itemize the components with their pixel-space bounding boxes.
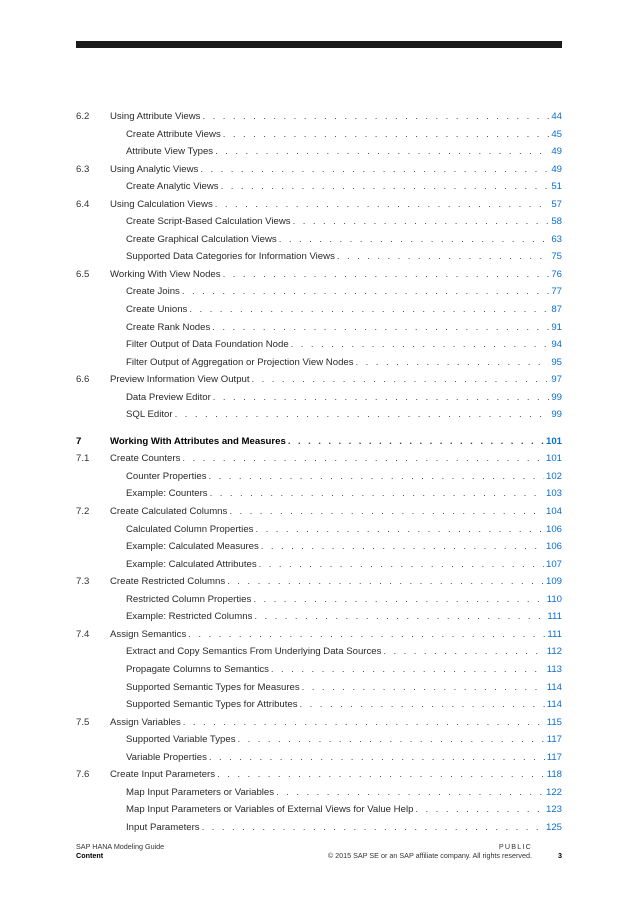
toc-line [110,161,562,179]
toc-number: 7.6 [76,769,90,781]
toc-page-link[interactable]: 117 [546,751,562,763]
toc-title[interactable]: SQL Editor [126,409,173,421]
toc-line [126,143,562,161]
toc-page-link[interactable]: 91 [551,321,562,333]
toc-title[interactable]: Supported Semantic Types for Attributes [126,699,298,711]
toc-line [110,714,562,732]
toc-leader-dots [217,766,545,784]
toc-leader-dots [227,573,544,591]
toc-leader-dots [223,266,550,284]
toc-title[interactable]: Supported Data Categories for Information Views [126,251,335,263]
toc-title[interactable]: Create Calculated Columns [110,506,228,518]
table-of-contents [76,108,562,836]
toc-leader-dots [209,749,545,767]
toc-leader-dots [288,433,544,451]
toc-leader-dots [302,679,545,697]
toc-line [126,468,562,486]
toc-title[interactable]: Create Counters [110,453,181,465]
toc-number: 7 [76,435,82,447]
toc-number: 6.5 [76,268,90,280]
toc-title[interactable]: Create Attribute Views [126,128,221,140]
toc-page-link[interactable]: 49 [551,163,562,175]
toc-title[interactable]: Create Unions [126,304,188,316]
toc-page-link[interactable]: 106 [545,541,562,553]
footer-doc-title: SAP HANA Modeling Guide [76,842,165,851]
toc-leader-dots [215,143,549,161]
toc-section-entry[interactable] [76,714,562,732]
toc-page-link[interactable]: 113 [546,663,562,675]
toc-title[interactable]: Example: Calculated Attributes [126,558,257,570]
toc-leader-dots [300,696,545,714]
toc-subsection-entry[interactable] [76,696,562,714]
toc-leader-dots [212,319,549,337]
toc-page-link[interactable]: 115 [546,716,562,728]
toc-leader-dots [291,336,550,354]
toc-title[interactable]: Example: Restricted Columns [126,611,253,623]
toc-title[interactable]: Filter Output of Aggregation or Projection View Nodes [126,356,354,368]
toc-section-entry[interactable] [76,161,562,179]
toc-line [126,319,562,337]
toc-line [110,450,562,468]
toc-page-link[interactable]: 99 [551,391,562,403]
toc-page-link[interactable]: 94 [551,339,562,351]
toc-page-link[interactable]: 57 [551,198,562,210]
toc-line [126,679,562,697]
toc-page-link[interactable]: 112 [546,646,562,658]
toc-line [126,178,562,196]
toc-title[interactable]: Attribute View Types [126,146,214,158]
toc-number: 6.3 [76,163,90,175]
toc-title[interactable]: Restricted Column Properties [126,593,252,605]
toc-title[interactable]: Input Parameters [126,821,200,833]
toc-title[interactable]: Working With View Nodes [110,268,221,280]
toc-section-entry[interactable] [76,766,562,784]
toc-line [110,371,562,389]
toc-line [126,521,562,539]
toc-line [126,696,562,714]
toc-title[interactable]: Counter Properties [126,470,207,482]
toc-section-entry[interactable] [76,266,562,284]
footer-classification: PUBLIC [498,842,532,851]
toc-line [126,749,562,767]
toc-line [110,573,562,591]
toc-subsection-entry[interactable] [76,784,562,802]
toc-title[interactable]: Preview Information View Output [110,374,250,386]
toc-title[interactable]: Map Input Parameters or Variables [126,786,275,798]
toc-subsection-entry[interactable] [76,468,562,486]
toc-leader-dots [337,248,549,266]
toc-page-link[interactable]: 109 [545,576,562,588]
toc-line [126,661,562,679]
toc-subsection-entry[interactable] [76,608,562,626]
toc-leader-dots [221,178,550,196]
toc-page-link[interactable]: 44 [551,111,562,122]
toc-section-entry[interactable] [76,108,562,126]
toc-page-link[interactable]: 104 [545,506,562,518]
toc-line [126,389,562,407]
toc-subsection-entry[interactable] [76,354,562,372]
toc-page-link[interactable]: 99 [551,409,562,421]
toc-page-link[interactable]: 97 [551,374,562,386]
toc-leader-dots [255,521,544,539]
toc-line [126,801,562,819]
toc-leader-dots [356,354,550,372]
toc-leader-dots [259,556,544,574]
toc-page-link[interactable]: 95 [551,356,562,368]
toc-subsection-entry[interactable] [76,643,562,661]
toc-line [110,503,562,521]
toc-title[interactable]: Extract and Copy Semantics From Underlying Data Sources [126,646,382,658]
toc-page-link[interactable]: 49 [551,146,562,158]
toc-number: 7.3 [76,576,90,588]
toc-number: 6.4 [76,198,90,210]
toc-page-link[interactable]: 110 [546,593,562,605]
toc-leader-dots [182,450,544,468]
toc-number: 7.2 [76,506,90,518]
toc-subsection-entry[interactable] [76,521,562,539]
toc-page-link[interactable]: 63 [551,233,562,245]
toc-title[interactable]: Using Attribute Views [110,111,201,122]
toc-page-link[interactable]: 125 [545,821,562,833]
toc-subsection-entry[interactable] [76,248,562,266]
toc-page-link[interactable]: 118 [546,769,562,781]
footer-copyright: © 2015 SAP SE or an SAP affiliate company. All rights reserved. [327,851,532,860]
toc-number: 7.1 [76,453,90,465]
toc-title[interactable]: Filter Output of Data Foundation Node [126,339,289,351]
toc-line [110,108,562,126]
toc-line [126,784,562,802]
toc-line [126,406,562,424]
toc-page-link[interactable]: 58 [551,216,562,228]
toc-title[interactable]: Assign Semantics [110,628,187,640]
toc-title[interactable]: Create Rank Nodes [126,321,211,333]
toc-subsection-entry[interactable] [76,679,562,697]
toc-subsection-entry[interactable] [76,731,562,749]
toc-page-link[interactable]: 114 [546,699,562,711]
toc-subsection-entry[interactable] [76,819,562,837]
toc-title[interactable]: Create Script-Based Calculation Views [126,216,291,228]
toc-page-link[interactable]: 106 [545,523,562,535]
toc-subsection-entry[interactable] [76,801,562,819]
toc-subsection-entry[interactable] [76,301,562,319]
toc-line [126,301,562,319]
toc-line [126,126,562,144]
toc-subsection-entry[interactable] [76,591,562,609]
toc-leader-dots [213,389,550,407]
toc-page-link[interactable]: 87 [551,304,562,316]
toc-page-link[interactable]: 123 [545,804,562,816]
toc-line [110,433,562,451]
toc-section-entry[interactable] [76,626,562,644]
toc-line [126,248,562,266]
toc-page-link[interactable]: 45 [551,128,562,140]
toc-page-link[interactable]: 101 [545,435,562,447]
toc-section-entry[interactable] [76,573,562,591]
toc-subsection-entry[interactable] [76,336,562,354]
toc-leader-dots [276,784,544,802]
toc-line [126,591,562,609]
toc-subsection-entry[interactable] [76,178,562,196]
toc-line [126,336,562,354]
toc-leader-dots [229,503,544,521]
toc-leader-dots [279,231,550,249]
toc-subsection-entry[interactable] [76,231,562,249]
toc-leader-dots [183,714,545,732]
toc-subsection-entry[interactable] [76,126,562,144]
toc-subsection-entry[interactable] [76,319,562,337]
toc-page-link[interactable]: 102 [545,470,562,482]
toc-subsection-entry[interactable] [76,749,562,767]
toc-subsection-entry[interactable] [76,485,562,503]
toc-line [110,266,562,284]
toc-subsection-entry[interactable] [76,389,562,407]
toc-number: 6.6 [76,374,90,386]
toc-title[interactable]: Assign Variables [110,716,181,728]
toc-section-entry[interactable] [76,371,562,389]
toc-title[interactable]: Variable Properties [126,751,207,763]
toc-title[interactable]: Create Input Parameters [110,769,216,781]
toc-leader-dots [188,626,545,644]
toc-title[interactable]: Example: Counters [126,488,208,500]
toc-leader-dots [202,108,549,126]
toc-page-link[interactable]: 122 [545,786,562,798]
toc-leader-dots [189,301,549,319]
toc-title[interactable]: Create Joins [126,286,180,298]
toc-title[interactable]: Calculated Column Properties [126,523,254,535]
toc-leader-dots [415,801,544,819]
toc-title[interactable]: Using Calculation Views [110,198,213,210]
toc-line [110,626,562,644]
toc-title[interactable]: Example: Calculated Measures [126,541,259,553]
toc-line [126,731,562,749]
toc-line [126,556,562,574]
toc-page-link[interactable]: 111 [547,611,562,623]
toc-leader-dots [210,485,544,503]
toc-leader-dots [223,126,550,144]
toc-subsection-entry[interactable] [76,406,562,424]
toc-subsection-entry[interactable] [76,283,562,301]
toc-subsection-entry[interactable] [76,143,562,161]
toc-line [110,196,562,214]
toc-subsection-entry[interactable] [76,213,562,231]
toc-subsection-entry[interactable] [76,556,562,574]
toc-number: 7.4 [76,628,90,640]
toc-line [126,608,562,626]
toc-leader-dots [209,468,544,486]
toc-section-entry[interactable] [76,450,562,468]
toc-page-link[interactable]: 114 [546,681,562,693]
toc-number: 7.5 [76,716,90,728]
toc-line [126,819,562,837]
toc-leader-dots [252,371,550,389]
toc-page-link[interactable]: 51 [551,181,562,193]
toc-page-link[interactable]: 103 [545,488,562,500]
toc-line [126,643,562,661]
toc-title[interactable]: Create Analytic Views [126,181,219,193]
toc-line [126,485,562,503]
toc-line [126,231,562,249]
toc-leader-dots [238,731,545,749]
toc-page-link[interactable]: 77 [551,286,562,298]
footer-section: Content [76,851,104,860]
toc-page-link[interactable]: 101 [545,453,562,465]
footer-page-number: 3 [558,851,562,860]
toc-number: 6.2 [76,111,90,122]
toc-title[interactable]: Working With Attributes and Measures [110,435,286,447]
toc-page-link[interactable]: 76 [551,268,562,280]
toc-page-link[interactable]: 111 [547,628,562,640]
toc-leader-dots [182,283,549,301]
toc-line [126,283,562,301]
toc-page-link[interactable]: 107 [545,558,562,570]
toc-leader-dots [254,608,545,626]
toc-leader-dots [293,213,550,231]
toc-line [126,538,562,556]
toc-leader-dots [215,196,550,214]
toc-section-entry[interactable] [76,196,562,214]
toc-line [126,354,562,372]
toc-line [126,213,562,231]
toc-leader-dots [202,819,544,837]
toc-title[interactable]: Propagate Columns to Semantics [126,663,269,675]
toc-leader-dots [200,161,549,179]
toc-leader-dots [253,591,544,609]
toc-page-link[interactable]: 75 [551,251,562,263]
toc-title[interactable]: Map Input Parameters or Variables of External Views for Value Help [126,804,414,816]
header-bar [76,41,562,48]
toc-leader-dots [271,661,545,679]
toc-leader-dots [383,643,544,661]
toc-title[interactable]: Supported Variable Types [126,734,236,746]
toc-title[interactable]: Create Restricted Columns [110,576,226,588]
toc-subsection-entry[interactable] [76,538,562,556]
toc-leader-dots [175,406,550,424]
toc-subsection-entry[interactable] [76,661,562,679]
toc-chapter-entry[interactable] [76,433,562,451]
toc-title[interactable]: Create Graphical Calculation Views [126,233,277,245]
toc-title[interactable]: Supported Semantic Types for Measures [126,681,300,693]
toc-title[interactable]: Using Analytic Views [110,163,199,175]
toc-section-entry[interactable] [76,503,562,521]
toc-page-link[interactable]: 117 [546,734,562,746]
toc-leader-dots [261,538,544,556]
toc-line [110,766,562,784]
toc-title[interactable]: Data Preview Editor [126,391,211,403]
